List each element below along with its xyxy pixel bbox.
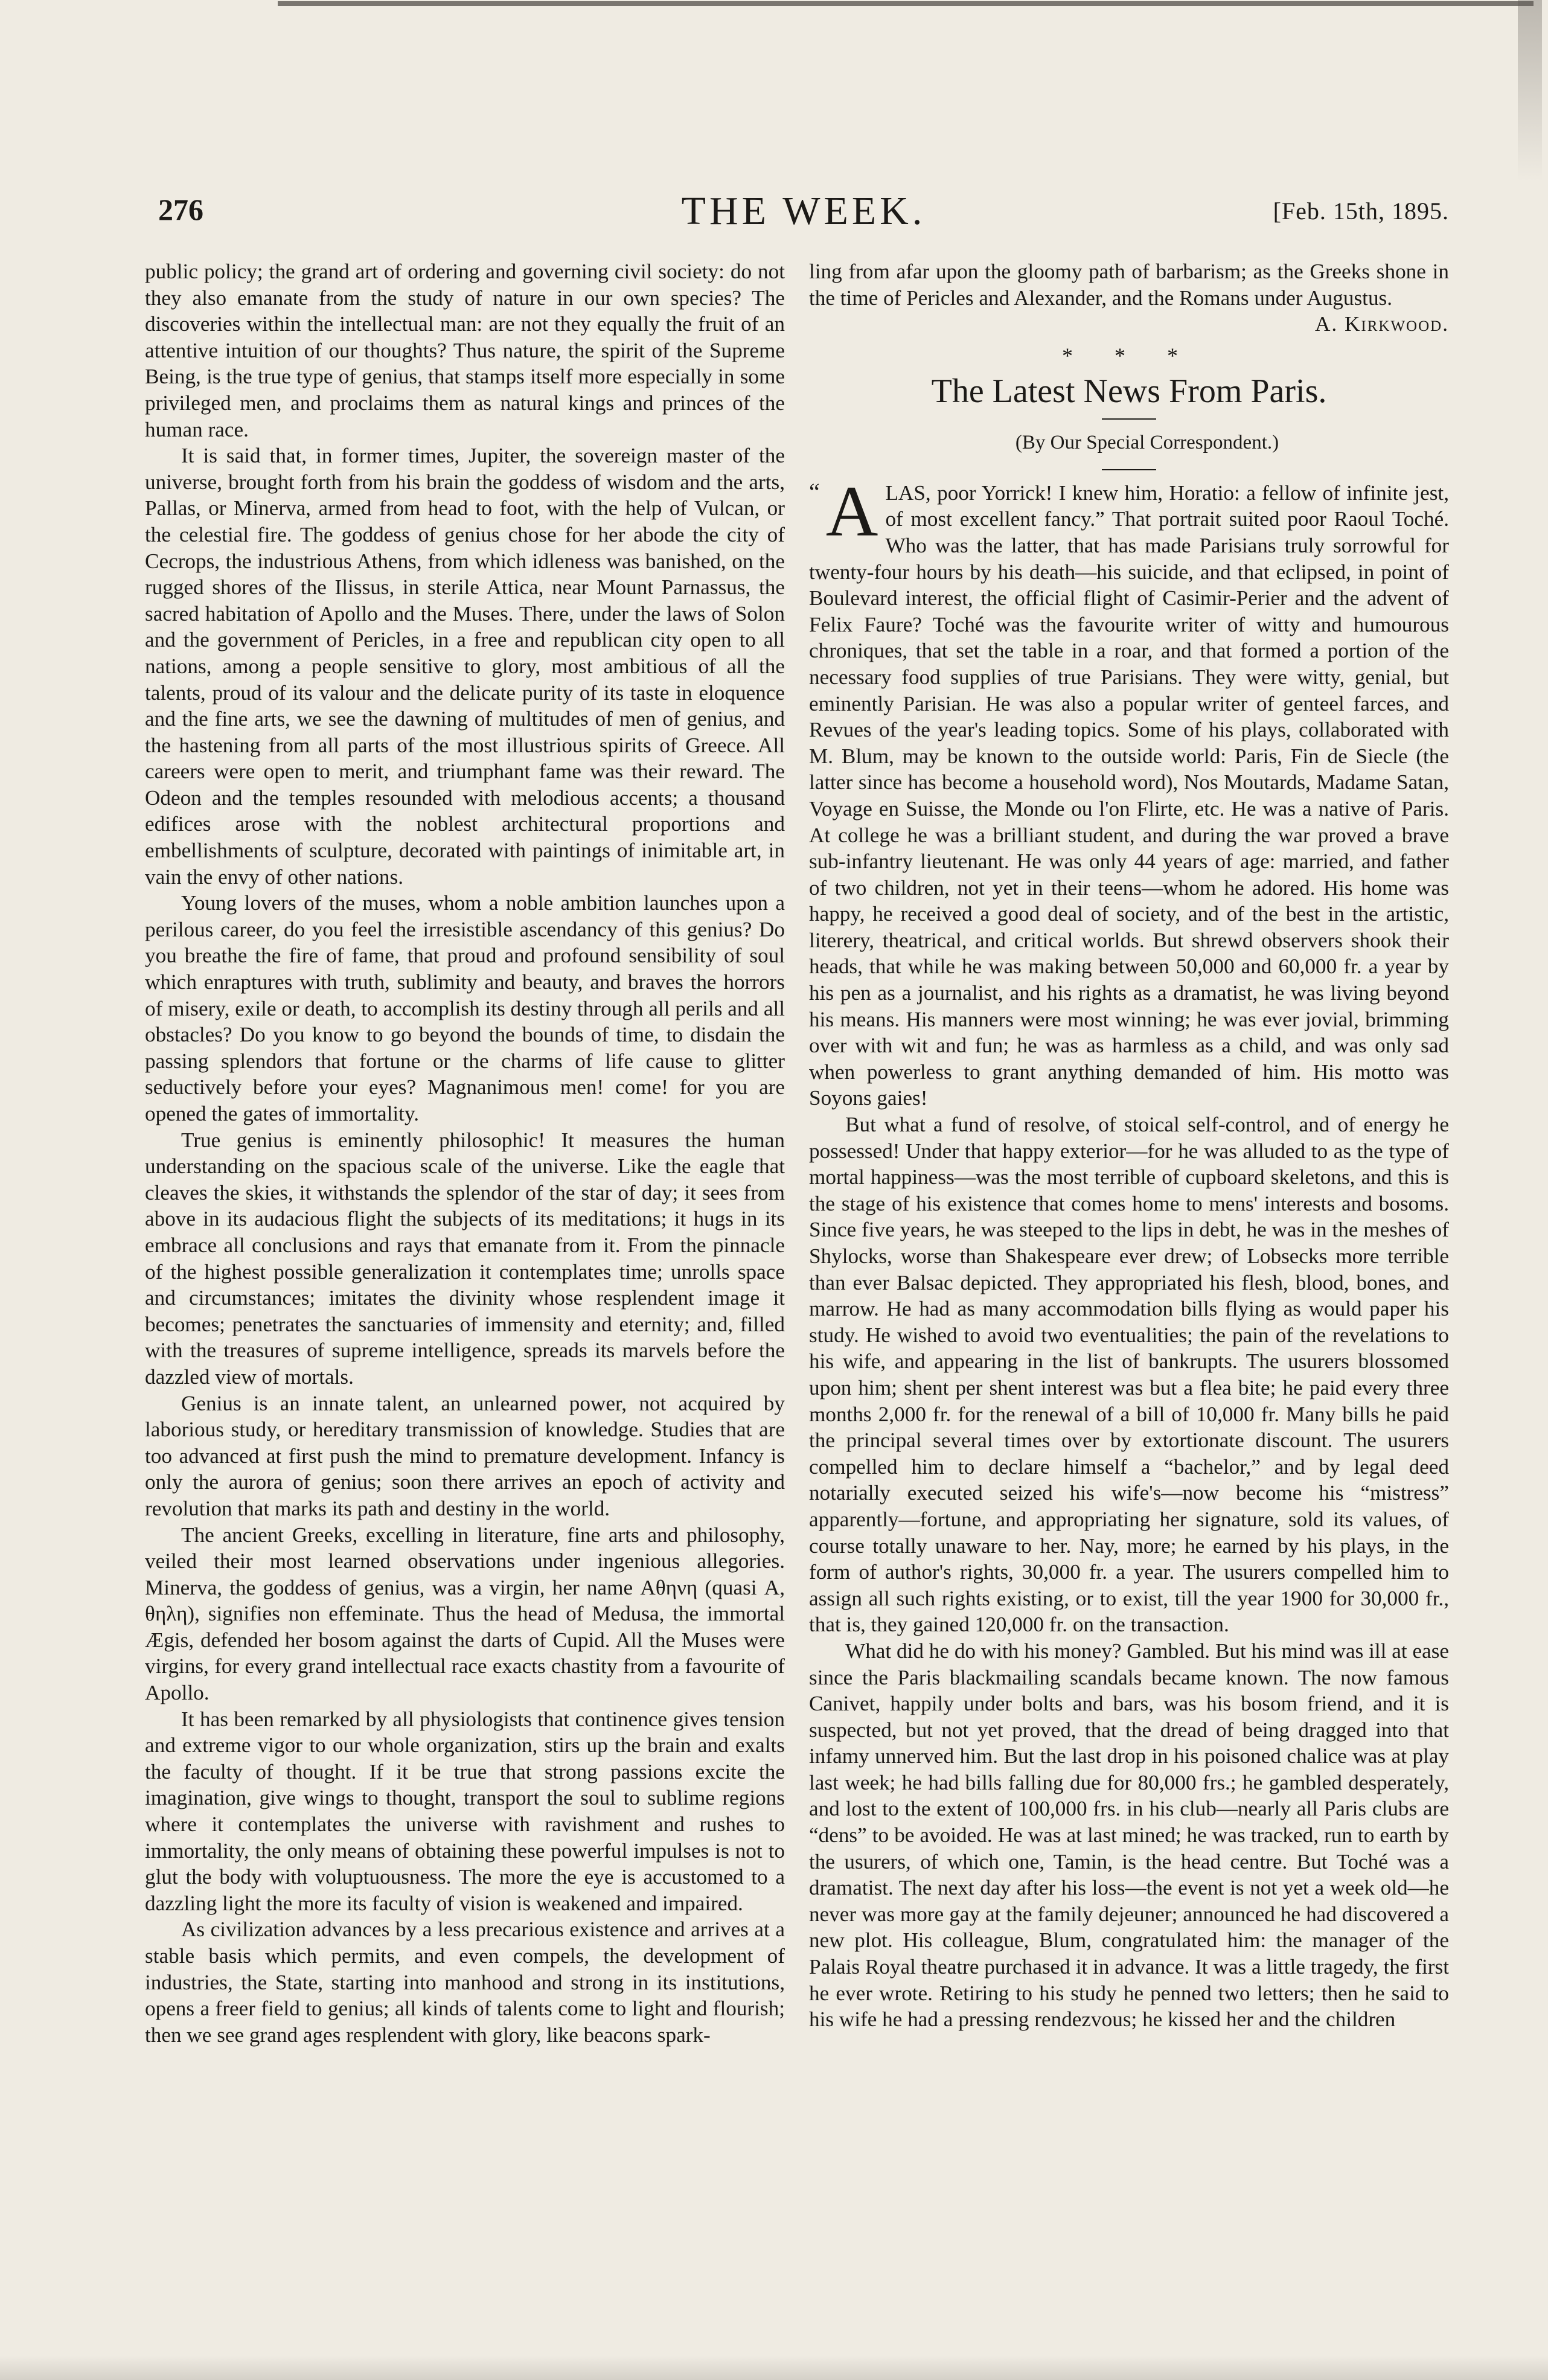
page-number: 276: [158, 193, 203, 226]
paragraph: As civilization advances by a less precarious existence and arrives at a stable basis which permits, and even compels, the development of industries, the State, starting into manhood and strong in its institutions, opens a freer field to genius; all kinds of talents come to light and flourish; then we see grand ages resplendent with glory, like beacons spark-: [145, 1918, 785, 2047]
drop-cap: A: [825, 470, 878, 551]
page-edge-shadow: [1518, 0, 1542, 181]
paragraph: Young lovers of the muses, whom a noble ambition launches upon a perilous career, do you feel the irresistible ascendancy of this genius? Do you breathe the fire of fame, that proud and profound sensibility of soul which enraptures with truth, sublimity and beauty, and braves the horrors of misery, exile or death, to accomplish its destiny through all perils and all obstacles? Do you know to go beyond the bounds of time, to disdain the passing splendors that fortune or the charms of life cause to glitter seductively before your eyes? Magnanimous men! come! for you are opened the gates of immortality.: [145, 891, 785, 1125]
paragraph: What did he do with his money? Gambled. But his mind was ill at ease since the Paris blackmailing scandals became known. The now famous Canivet, happily under bolts and bars, was his bosom friend, and it is suspected, but not yet proved, that the dread of being dragged into that infamy unnerved him. But the last drop in his poisoned chalice was at play last week; he had bills falling due for 80,000 frs.; he gambled desperately, and lost to the extent of 100,000 frs. in his club—nearly all Paris clubs are “dens” to be avoided. He was at last mined; he was tracked, run to earth by the usurers, of which one, Tamin, is the head centre. But Toché was a dramatist. The next day after his loss—the event is not yet a week old—he never was more gay at the family dejeuner; announced he had discovered a new plot. His colleague, Blum, congratulated him: the manager of the Palais Royal theatre purchased it in advance. It was a little tragedy, the first he ever wrote. Retiring to his study he penned two letters; then he said to his wife he had a pressing rendezvous; he kissed her and the children: [809, 1639, 1449, 2032]
author-signature: A. Kirkwood.: [1314, 312, 1449, 336]
paragraph: True genius is eminently philosophic! It measures the human understanding on the spacious scale of the universe. Like the eagle that cleaves the skies, it withstands the splendor of the star of day; it sees from above in its audacious flight the subjects of its meditations; it hugs in its embrace all conclusions and rays that emanate from it. From the pinnacle of the highest possible generalization it contemplates time; unrolls space and circumstances; imitates the divinity whose resplendent image it becomes; penetrates the sanctuaries of immensity and eternity; and, filled with the treasures of supreme intelligence, spreads its marvels before the dazzled view of mortals.: [145, 1128, 785, 1389]
lead-paragraph: [809, 470, 1449, 1112]
page-header: [158, 189, 1449, 240]
section-asterism: * * *: [1062, 343, 1196, 368]
opening-quote: “: [809, 478, 820, 505]
left-column: [145, 258, 785, 2048]
paragraph: It is said that, in former times, Jupiter, the sovereign master of the universe, brought forth from his brain the goddess of wisdom and the arts, Pallas, or Minerva, armed from head to foot, with the help of Vulcan, or the celestial fire. The goddess of genius chose for her abode the city of Cecrops, the industrious Athens, from which idleness was banished, on the rugged shores of the Ilissus, in sterile Attica, near Mount Parnassus, the sacred habitation of Apollo and the Muses. There, under the laws of Solon and the government of Pericles, in a free and republican city open to all nations, among a people sensitive to glory, most ambitious of all the talents, proud of its valour and the delicate purity of its taste in eloquence and the fine arts, we see the dawning of multitudes of men of genius, and the hastening from all parts of the most illustrious spirits of Greece. All careers were open to merit, and triumphant fame was their reward. The Odeon and the temples resounded with melodious accents; a thousand edifices arose with the noblest architectural proportions and embellishments of sculpture, decorated with paintings of inimitable art, in vain the envy of other nations.: [145, 444, 785, 889]
paragraph: The ancient Greeks, excelling in literature, fine arts and philosophy, veiled their most learned observations under ingenious allegories. Minerva, the goddess of genius, was a virgin, her name Αθηνη (quasi Α, θηλη), signifies non effeminate. Thus the head of Medusa, the immortal Ægis, defended her bosom against the darts of Cupid. All the Muses were virgins, for every grand intellectual race exacts chastity from a favourite of Apollo.: [145, 1523, 785, 1705]
right-column: [809, 258, 1449, 2033]
bottom-edge-shadow: [0, 2356, 1548, 2380]
issue-date: [Feb. 15th, 1895.: [1273, 197, 1449, 225]
continuation-text: ling from afar upon the gloomy path of barbarism; as the Greeks shone in the time of Pericles and Alexander, and the Romans under Augustus.: [809, 260, 1449, 310]
paragraph: It has been remarked by all physiologists that continence gives tension and extreme vigor to our whole organization, stirs up the brain and exalts the faculty of thought. If it be true that strong passions excite the imagination, give wings to thought, transport the soul to sublime regions where it contemplates the universe with ravishment and rushes to immortality, the only means of obtaining these powerful impulses is not to glut the body with voluptuousness. The more the eye is accustomed to a dazzling light the more its faculty of vision is weakened and impaired.: [145, 1707, 785, 1915]
title-rule: [1102, 418, 1156, 420]
previous-article-ending: [809, 258, 1449, 337]
top-border-rule: [278, 1, 1534, 6]
paragraph: But what a fund of resolve, of stoical self-control, and of energy he possessed! Under that happy exterior—for he was alluded to as the type of mortal happiness—was the most terrible of cupboard skeletons, and this is the stage of his existence that comes home to mens' interests and bosoms. Since five years, he was steeped to the lips in debt, he was in the meshes of Shylocks, worse than Shakespeare ever drew; of Lobsecks more terrible than ever Balsac depicted. They appropriated his flesh, blood, bones, and marrow. He had as many accommodation bills flying as would paper his study. He wished to avoid two eventualities; the pain of the revelations to his wife, and appearing in the list of bankrupts. The usurers blossomed upon him; shent per shent interest was but a flea bite; he paid every three months 2,000 fr. for the renewal of a bill of 10,000 fr. Many bills he paid the principal several times over by extortionate discount. The usurers compelled him to declare himself a “bachelor,” and by legal deed notarially executed seized his wife's—now become his “mistress” apparently—fortune, and appropriating her signature, sold its values, of course totally unaware to her. Nay, more; he earned by his plays, in the form of author's rights, 30,000 fr. a year. The usurers compelled him to assign all such rights existing, or to exist, till the year 1900 for 30,000 fr., that is, they gained 120,000 fr. on the transaction.: [809, 1113, 1449, 1637]
article-title: The Latest News From Paris.: [931, 372, 1327, 410]
paragraph: public policy; the grand art of ordering and governing civil society: do not they also emanate from the study of nature in our own species? The discoveries within the intellectual man: are not they equally the fruit of an attentive intuition of our thoughts? Thus nature, the spirit of the Supreme Being, is the true type of genius, that stamps itself more especially in some privileged men, and proclaims them as natural kings and princes of the human race.: [145, 260, 785, 441]
lead-paragraph-text: LAS, poor Yorrick! I knew him, Horatio: a fellow of infinite jest, of most excellent fancy.” That portrait suited poor Raoul Toché. Who was the latter, that has made Parisians truly sorrowful for twenty-four hours by his death—his suicide, and that eclipsed, in point of Boulevard interest, the official flight of Casimir-Perier and the advent of Felix Faure? Toché was the favourite writer of witty and humourous chroniques, that set the table in a roar, and that formed a portion of the necessary food supplies of true Parisians. They were witty, genial, but eminently Parisian. He was also a popular writer of genteel farces, and Revues of the year's leading topics. Some of his plays, collaborated with M. Blum, may be known to the outside world: Paris, Fin de Siecle (the latter since has become a household word), Nos Moutards, Madame Satan, Voyage en Suisse, the Monde ou l'on Flirte, etc. He was a native of Paris. At college he was a brilliant student, and during the war proved a brave sub-infantry lieutenant. He was only 44 years of age: married, and father of two children, not yet in their teens—whom he adored. His home was happy, he received a good deal of society, and of the best in the artistic, literery, theatrical, and critical worlds. But shrewd observers shook their heads, that while he was making between 50,000 and 60,000 fr. a year by his pen as a journalist, and his rights as a dramatist, he was living beyond his means. His manners were most winning; he was ever jovial, brimming over with wit and fun; he was as harmless as a child, and was only sad when powerless to grant anything demanded of him. His motto was Soyons gaies!: [809, 481, 1449, 1110]
paragraph: Genius is an innate talent, an unlearned power, not acquired by laborious study, or hereditary transmission of knowledge. Studies that are too advanced at first push the mind to premature development. Infancy is only the aurora of genius; soon there arrives an epoch of activity and revolution that marks its path and destiny in the world.: [145, 1391, 785, 1520]
masthead-title: THE WEEK.: [681, 189, 926, 233]
article-byline: (By Our Special Correspondent.): [1015, 431, 1279, 453]
byline-rule: [1102, 469, 1156, 470]
